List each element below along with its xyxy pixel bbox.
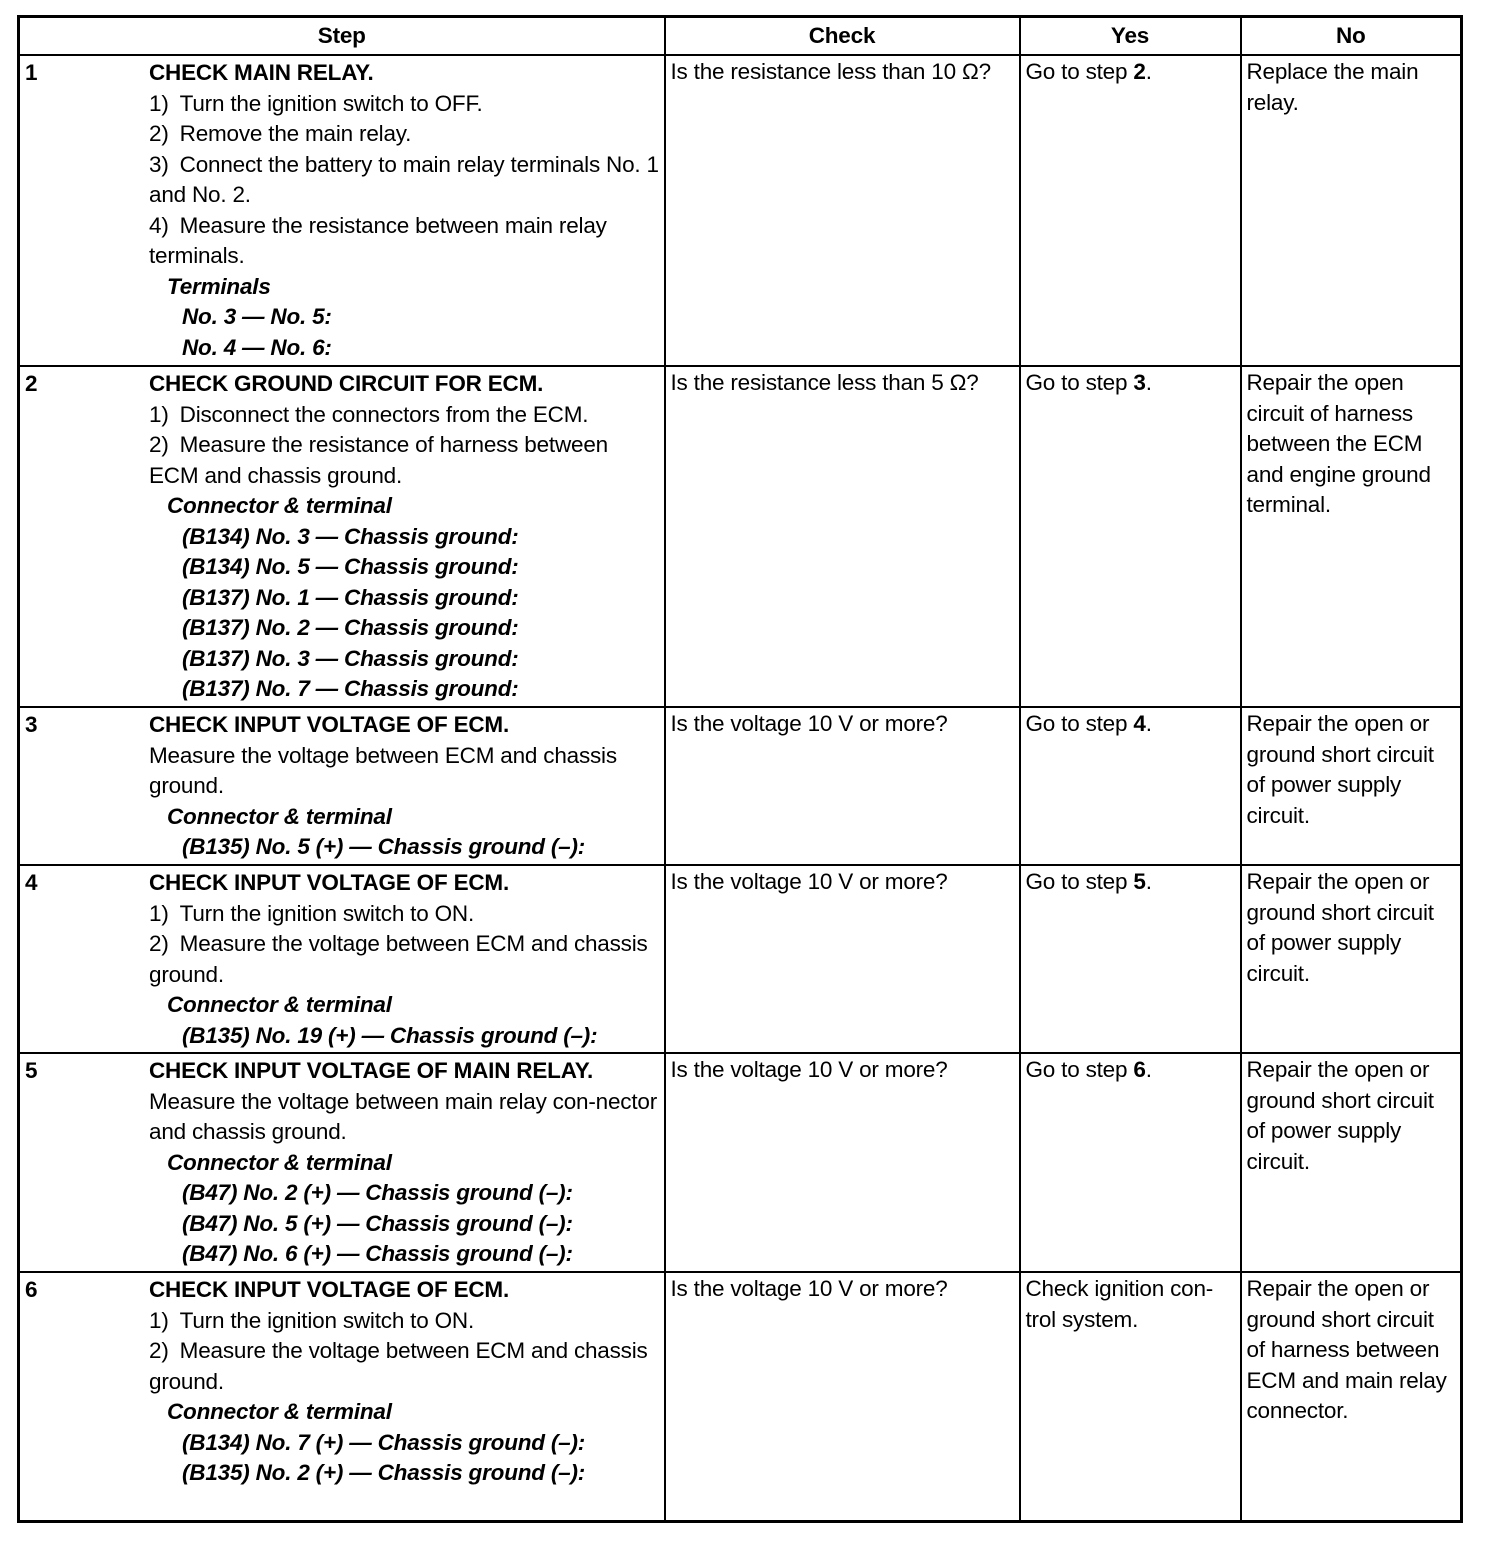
yes-text: Go to step — [1025, 711, 1134, 736]
step-number: 5 — [25, 1058, 38, 1083]
step-instruction: 4) Measure the resistance between main relay terminals. — [149, 212, 607, 268]
yes-step-reference: 6 — [1133, 1057, 1146, 1082]
yes-text: Go to step — [1025, 59, 1134, 84]
header-yes: Yes — [1020, 17, 1241, 56]
step-body — [149, 709, 660, 863]
yes-step-reference: 5 — [1133, 869, 1146, 894]
step-instruction: 1) Turn the ignition switch to ON. — [149, 900, 474, 926]
step-instruction: 3) Connect the battery to main relay terminals No. 1 and No. 2. — [149, 151, 659, 207]
terminal-spec: (B47) No. 2 (+) — Chassis ground (–): — [182, 1180, 573, 1205]
step-body — [149, 57, 660, 363]
yes-text: Go to step — [1025, 370, 1134, 395]
step-body — [149, 368, 660, 705]
check-cell: Is the voltage 10 V or more? — [665, 865, 1020, 1053]
no-cell: Repair the open or ground short circuit of power supply circuit. — [1241, 707, 1462, 865]
step-title: CHECK INPUT VOLTAGE OF ECM. — [149, 870, 510, 895]
yes-suffix: . — [1145, 869, 1152, 894]
step-instruction: 2) Measure the voltage between ECM and chassis ground. — [149, 931, 648, 987]
step-cell — [19, 865, 665, 1053]
no-cell: Repair the open or ground short circuit of power supply circuit. — [1241, 865, 1462, 1053]
terminal-label-heading: Connector & terminal — [167, 992, 392, 1017]
terminal-label-heading: Terminals — [167, 273, 271, 299]
step-title: CHECK GROUND CIRCUIT FOR ECM. — [149, 371, 544, 396]
step-cell — [19, 707, 665, 865]
header-no: No — [1241, 17, 1462, 56]
step-number: 4 — [25, 870, 38, 895]
terminal-label-heading: Connector & terminal — [167, 1149, 392, 1175]
no-cell: Repair the open or ground short circuit of power supply circuit. — [1241, 1053, 1462, 1272]
table-row — [19, 55, 1462, 366]
yes-suffix: . — [1145, 1057, 1152, 1082]
terminal-spec: (B137) No. 7 — Chassis ground: — [182, 676, 519, 701]
step-cell — [19, 1272, 665, 1522]
terminal-label-heading: Connector & terminal — [167, 803, 392, 829]
check-cell: Is the voltage 10 V or more? — [665, 1053, 1020, 1272]
header-check: Check — [665, 17, 1020, 56]
step-body — [149, 867, 660, 1051]
yes-text: Check ignition con-trol system. — [1025, 1276, 1214, 1332]
diagnostic-table — [17, 15, 1463, 1523]
terminal-spec: (B135) No. 19 (+) — Chassis ground (–): — [182, 1022, 598, 1048]
no-cell: Repair the open circuit of harness between the ECM and engine ground terminal. — [1241, 366, 1462, 707]
step-cell — [19, 55, 665, 366]
terminal-spec: (B134) No. 7 (+) — Chassis ground (–): — [182, 1429, 586, 1455]
step-instruction: Measure the voltage between ECM and chassis ground. — [149, 742, 617, 798]
terminal-spec: (B137) No. 1 — Chassis ground: — [182, 584, 519, 610]
step-number: 3 — [25, 712, 38, 737]
yes-suffix: . — [1145, 59, 1152, 84]
step-body — [149, 1055, 660, 1270]
terminal-spec: (B134) No. 5 — Chassis ground: — [182, 554, 519, 579]
step-instruction: 1) Turn the ignition switch to OFF. — [149, 90, 483, 116]
table-row — [19, 707, 1462, 865]
step-number: 6 — [25, 1277, 38, 1302]
terminal-spec: No. 4 — No. 6: — [182, 334, 332, 360]
terminal-spec: (B137) No. 2 — Chassis ground: — [182, 615, 519, 640]
terminal-spec: (B47) No. 5 (+) — Chassis ground (–): — [182, 1210, 573, 1236]
step-instruction: 2) Remove the main relay. — [149, 121, 412, 146]
yes-cell — [1020, 366, 1241, 707]
step-number: 1 — [25, 60, 38, 85]
step-title: CHECK MAIN RELAY. — [149, 60, 374, 85]
step-title: CHECK INPUT VOLTAGE OF MAIN RELAY. — [149, 1058, 594, 1083]
terminal-label-heading: Connector & terminal — [167, 493, 392, 518]
yes-suffix: . — [1145, 711, 1152, 736]
header-row — [19, 17, 1462, 56]
step-instruction: 1) Disconnect the connectors from the ECM. — [149, 401, 589, 427]
check-cell: Is the resistance less than 10 Ω? — [665, 55, 1020, 366]
check-cell: Is the voltage 10 V or more? — [665, 1272, 1020, 1522]
step-title: CHECK INPUT VOLTAGE OF ECM. — [149, 712, 510, 737]
table-row — [19, 1053, 1462, 1272]
header-step: Step — [19, 17, 665, 56]
step-instruction: 2) Measure the voltage between ECM and chassis ground. — [149, 1338, 648, 1394]
check-cell: Is the voltage 10 V or more? — [665, 707, 1020, 865]
yes-cell — [1020, 707, 1241, 865]
yes-step-reference: 3 — [1133, 370, 1146, 395]
terminal-spec: (B47) No. 6 (+) — Chassis ground (–): — [182, 1241, 573, 1266]
table-row — [19, 1272, 1462, 1522]
terminal-spec: (B137) No. 3 — Chassis ground: — [182, 645, 519, 671]
terminal-spec: (B135) No. 5 (+) — Chassis ground (–): — [182, 834, 586, 859]
terminal-spec: No. 3 — No. 5: — [182, 304, 332, 329]
yes-cell — [1020, 1053, 1241, 1272]
terminal-spec: (B135) No. 2 (+) — Chassis ground (–): — [182, 1460, 586, 1485]
step-number: 2 — [25, 371, 38, 396]
yes-text: Go to step — [1025, 869, 1134, 894]
terminal-spec: (B134) No. 3 — Chassis ground: — [182, 523, 519, 549]
table-row — [19, 865, 1462, 1053]
step-instruction: 2) Measure the resistance of harness between ECM and chassis ground. — [149, 432, 608, 488]
yes-suffix: . — [1145, 370, 1152, 395]
step-title: CHECK INPUT VOLTAGE OF ECM. — [149, 1277, 510, 1302]
no-cell: Repair the open or ground short circuit of harness between ECM and main relay connector. — [1241, 1272, 1462, 1522]
step-body — [149, 1274, 660, 1489]
step-instruction: Measure the voltage between main relay con-nector and chassis ground. — [149, 1088, 657, 1144]
yes-text: Go to step — [1025, 1057, 1134, 1082]
step-instruction: 1) Turn the ignition switch to ON. — [149, 1307, 474, 1333]
step-cell — [19, 1053, 665, 1272]
yes-step-reference: 4 — [1133, 711, 1146, 736]
yes-cell — [1020, 865, 1241, 1053]
step-cell — [19, 366, 665, 707]
yes-cell — [1020, 1272, 1241, 1522]
no-cell: Replace the main relay. — [1241, 55, 1462, 366]
yes-step-reference: 2 — [1133, 59, 1146, 84]
terminal-label-heading: Connector & terminal — [167, 1399, 392, 1424]
table-row — [19, 366, 1462, 707]
yes-cell — [1020, 55, 1241, 366]
check-cell: Is the resistance less than 5 Ω? — [665, 366, 1020, 707]
